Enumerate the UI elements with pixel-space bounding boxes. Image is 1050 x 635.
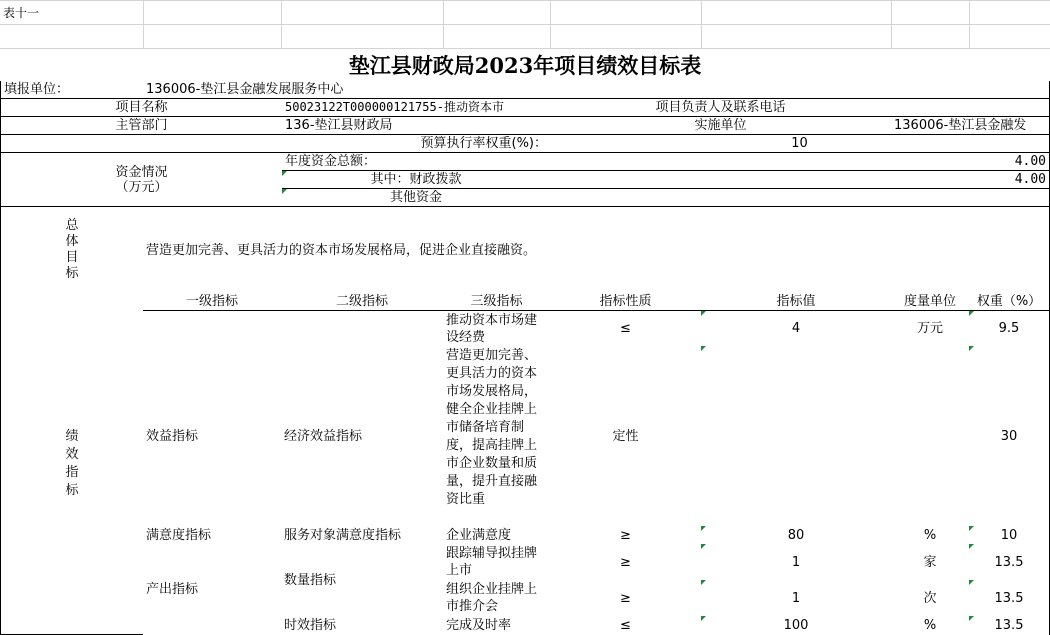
- perf-label: [1, 293, 144, 635]
- table-cell-value: [701, 346, 892, 527]
- table-cell-level3: 跟踪辅导拟挂牌上市: [443, 544, 551, 581]
- table-cell-unit: [891, 346, 970, 527]
- fund-total-label: 年度资金总额：: [282, 153, 551, 171]
- project-name-label: 项目名称: [1, 99, 283, 117]
- table-cell-level3: 企业满意度: [443, 526, 551, 545]
- responsible-value: [891, 99, 1050, 117]
- table-cell-value: 4: [701, 311, 892, 347]
- table-cell-level2: 服务对象满意度指标: [281, 526, 444, 545]
- table-cell-level2: 时效指标: [281, 616, 444, 635]
- perf-char: 指: [65, 464, 79, 480]
- fund-total-value: 4.00: [550, 153, 1050, 171]
- table-cell-nature: ≥: [550, 580, 702, 617]
- impl-value: 136006-垫江县金融发: [891, 117, 1050, 135]
- header-unit: 度量单位: [891, 293, 970, 311]
- table-cell-level1: [143, 311, 282, 347]
- overall-goal-char: 总: [65, 218, 79, 233]
- table-cell-nature: 定性: [550, 346, 702, 527]
- table-cell-value: 1: [701, 580, 892, 617]
- table-cell-nature: ≥: [550, 544, 702, 581]
- table-cell-level1: 效益指标: [143, 346, 282, 527]
- page-title: 垫江县财政局2023年项目绩效目标表: [0, 49, 1050, 82]
- fill-unit-value: 136006-垫江县金融发展服务中心: [143, 81, 1050, 99]
- overall-goal-char: 体: [65, 234, 79, 249]
- table-cell-level2: [281, 311, 444, 347]
- overall-goal-char: 目: [65, 250, 79, 265]
- table-cell-nature: ≤: [550, 311, 702, 347]
- table-cell-value: 100: [701, 616, 892, 635]
- table-cell-level3: 营造更加完善、更具活力的资本市场发展格局，健全企业挂牌上市储备培育制度，提高挂牌上市企业数量和质量，提升直接融资比重: [443, 346, 551, 527]
- fund-label: [1, 153, 283, 207]
- header-level3: 三级指标: [443, 293, 551, 311]
- fund-other-label: 其他资金: [282, 189, 551, 207]
- fill-unit-label: 填报单位：: [1, 81, 144, 99]
- table-cell-value: 80: [701, 526, 892, 545]
- overall-goal-label: [1, 207, 144, 294]
- table-cell-level2: 经济效益指标: [281, 346, 444, 527]
- table-cell-weight: 30: [969, 346, 1050, 527]
- dept-label: 主管部门: [1, 117, 283, 135]
- fund-fiscal-label: 其中：财政拨款: [282, 171, 551, 189]
- project-name-value: 50023122T000000121755-推动资本市: [282, 99, 551, 117]
- header-value: 指标值: [701, 293, 892, 311]
- budget-weight-value: 10: [550, 135, 1050, 153]
- perf-char: 标: [65, 482, 79, 498]
- fund-fiscal-value: 4.00: [550, 171, 1050, 189]
- table-cell-level1: 产出指标: [143, 544, 282, 635]
- table-cell-level3: 推动资本市场建设经费: [443, 311, 551, 347]
- dept-value: 136-垫江县财政局: [282, 117, 551, 135]
- table-cell-level1: 满意度指标: [143, 526, 282, 545]
- table-cell-unit: %: [891, 526, 970, 545]
- responsible-label: 项目负责人及联系电话: [550, 99, 892, 117]
- table-cell-weight: 13.5: [969, 544, 1050, 581]
- table-cell-nature: ≥: [550, 526, 702, 545]
- header-nature: 指标性质: [550, 293, 702, 311]
- perf-char: 绩: [65, 428, 79, 444]
- header-weight: 权重（%）: [969, 293, 1050, 311]
- header-level1: 一级指标: [143, 293, 282, 311]
- header-level2: 二级指标: [281, 293, 444, 311]
- sheet-label: 表十一: [3, 6, 40, 20]
- table-cell-weight: 10: [969, 526, 1050, 545]
- table-cell-level3: 完成及时率: [443, 616, 551, 635]
- table-cell-weight: 13.5: [969, 616, 1050, 635]
- table-cell-unit: 次: [891, 580, 970, 617]
- fund-label-line-2: （万元）: [115, 179, 168, 195]
- table-cell-unit: 万元: [891, 311, 970, 347]
- impl-label: 实施单位: [550, 117, 892, 135]
- overall-goal-text: 营造更加完善、更具活力的资本市场发展格局，促进企业直接融资。: [143, 207, 1050, 294]
- budget-weight-label: 预算执行率权重(%)：: [1, 135, 551, 153]
- table-cell-value: 1: [701, 544, 892, 581]
- table-cell-nature: ≤: [550, 616, 702, 635]
- table-cell-level2: 数量指标: [281, 544, 444, 617]
- table-cell-unit: %: [891, 616, 970, 635]
- perf-char: 效: [65, 446, 79, 462]
- fund-other-value: [550, 189, 1050, 207]
- table-cell-weight: 13.5: [969, 580, 1050, 617]
- table-cell-unit: 家: [891, 544, 970, 581]
- table-cell-weight: 9.5: [969, 311, 1050, 347]
- overall-goal-char: 标: [65, 266, 79, 281]
- table-cell-level3: 组织企业挂牌上市推介会: [443, 580, 551, 617]
- fund-label-line-1: 资金情况: [115, 164, 168, 180]
